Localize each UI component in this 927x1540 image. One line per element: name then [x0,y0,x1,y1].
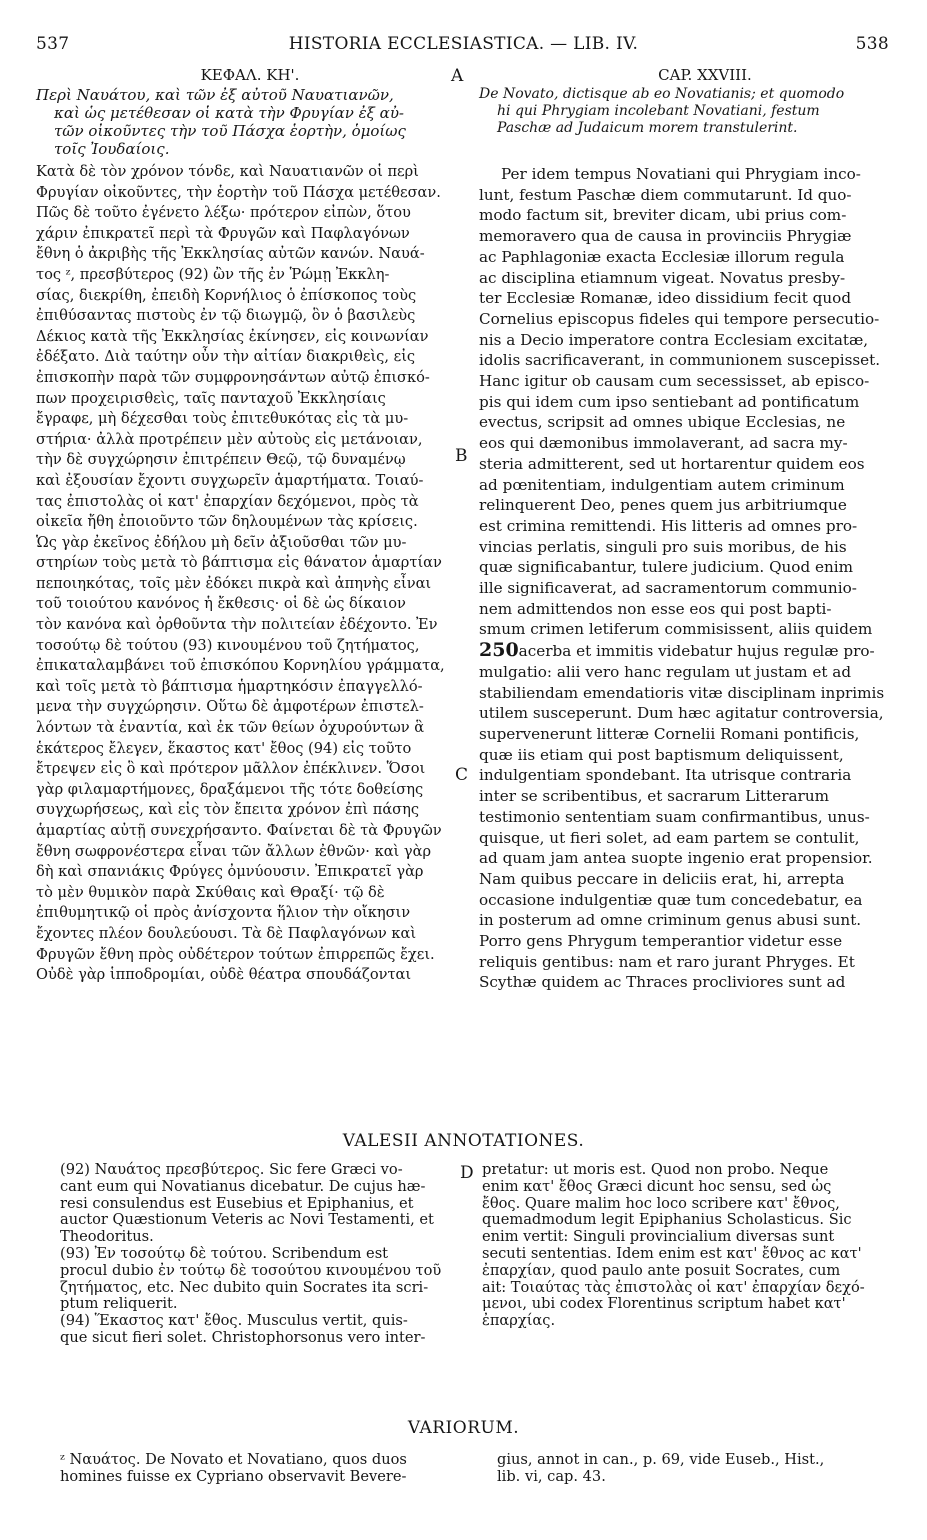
latin-body-line: relinquerent Deo, penes quem jus arbitriumque [479,496,847,515]
greek-body-line: γὰρ φιλαμαρτήμονες, δραξάμενοι τῆς τότε δοθείσης [36,780,424,798]
annotation-line: ζητήματος, etc. Nec dubito quin Socrates ita scri- [60,1278,429,1296]
greek-body-line: τὸν κανόνα καὶ ὀρθοῦντα τὴν πολιτείαν ἐδέχοντο. Ἐν [36,616,438,634]
latin-body-line: ille significaverat, ad sacramentorum communio- [479,579,857,598]
annotation-line: que sicut fieri solet. Christophorsonus vero inter- [60,1328,426,1346]
page-number-left: 537 [36,34,70,54]
greek-body-line: δὴ καὶ σπανιάκις Φρύγες ὀμνύουσιν. Ἐπικρατεῖ γὰρ [36,863,424,881]
greek-body-line: Φρυγίαν οἰκοῦντες, τὴν ἑορτὴν τοῦ Πάσχα μετέθεσαν. [36,183,441,201]
annotation-line: secuti sententias. Idem enim est κατ' ἔθνος ac κατ' [482,1244,862,1262]
latin-body-line: Per idem tempus Novatiani qui Phrygiam inco- [501,165,861,183]
greek-body-line: μενα τὴν συγχώρησιν. Οὕτω δὲ ἀμφοτέρων ἐπιστελ- [36,698,424,716]
annotation-line: ait: Τοιαύτας τὰς ἐπιστολὰς οἱ κατ' ἐπαρχίαν δεχό- [482,1278,865,1296]
greek-column [36,66,464,158]
latin-body-line: supervenerunt litteræ Cornelii Romani pontificis, [479,724,860,743]
annotation-line: resi consulendus est Eusebius et Epiphanius, et [60,1194,414,1212]
latin-title-line: hi qui Phrygiam incolebant Novatiani, festum [497,103,820,119]
latin-body-line: Hanc igitur ob causam cum secessisset, ab episco- [479,372,870,391]
latin-column [479,66,891,137]
latin-body-line: lunt, festum Paschæ diem commutarunt. Id quo- [479,185,852,204]
variorum-right-column [497,1452,897,1486]
latin-body-line: idolis sacrificaverant, in communionem suscepisset. [479,351,881,370]
annotation-line: ἐπαρχίας. [482,1312,556,1330]
greek-body-line: τὸ μὲν θυμικὸν παρὰ Σκύθαις καὶ Θραξί· τῷ δὲ [36,883,385,901]
valesii-heading: VALESII ANNOTATIONES. [342,1131,585,1151]
latin-body-line: vincias perlatis, singuli pro suis moribus, de his [479,537,847,556]
latin-body-line: Porro gens Phrygum temperantior videtur esse [479,932,843,951]
greek-body-line: ἔχοντες πλέον δουλεύουσι. Τὰ δὲ Παφλαγόνων καὶ [36,924,417,942]
variorum-line: ᶻ Ναυάτος. De Novato et Novatiano, quos duos [60,1451,407,1468]
greek-body-line: σίας, διεκρίθη, ἐπειδὴ Κορνήλιος ὁ ἐπίσκοπος τοὺς [36,286,417,304]
latin-body-line: est crimina remittendi. His litteris ad omnes pro- [479,516,858,535]
greek-body-line: ἔθνη ὁ ἀκριβὴς τῆς Ἐκκλησίας αὐτῶν κανών. Ναυά- [36,245,425,263]
greek-body-line: ἐπιθυμητικῷ οἱ πρὸς ἀνίσχοντα ἥλιον τὴν οἴκησιν [36,904,411,922]
greek-title-line: καὶ ὡς μετέθεσαν οἱ κατὰ τὴν Φρυγίαν ἐξ αὐ- [54,104,405,122]
latin-body-line: Cornelius episcopus fideles qui tempore persecutio- [479,309,880,328]
margin-marker-c: C [455,765,469,785]
latin-body-line: indulgentiam spondebant. Ita utrisque contraria [479,766,852,785]
latin-body-line: nis a Decio imperatore contra Ecclesiam excitatæ, [479,330,869,349]
latin-title-line: De Novato, dictisque ab eo Novatianis; et quomodo [479,86,845,102]
greek-body-line: στηρίων τοὺς μετὰ τὸ βάπτισμα εἰς θάνατον ἁμαρτίαν [36,554,442,572]
greek-body-line: πων προχειρισθεὶς, ταῖς πανταχοῦ Ἐκκλησίαις [36,389,386,407]
greek-body-line: ἐδέξατο. Διὰ ταύτην οὖν τὴν αἰτίαν διακριθεὶς, εἰς [36,348,416,366]
latin-body-line-text: acerba et immitis videbatur hujus regulæ pro- [518,642,875,661]
latin-chapter-title [479,86,891,137]
greek-body-line: τὴν δὲ συγχώρησιν ἐπιτρέπειν Θεῷ, τῷ δυναμένῳ [36,451,406,469]
annotation-line: μενοι, ubi codex Florentinus scriptum habet κατ' [482,1295,846,1313]
latin-body-line: reliquis gentibus: nam et raro jurant Phryges. Et [479,952,855,971]
greek-body-line: τος ᶻ, πρεσβύτερος (92) ὢν τῆς ἐν Ῥώμῃ Ἐκκλη- [36,265,390,283]
greek-body-line: Φρυγῶν ἔθνη πρὸς οὐδέτερον τούτων ἐπιρρεπῶς ἔχει. [36,945,435,963]
latin-body-line: modo factum sit, breviter dicam, ubi prius com- [479,206,847,225]
latin-body-line: in posterum ad omne criminum genus abusi sunt. [479,911,862,930]
latin-body-line: occasione indulgentiæ quæ tum concedebatur, ea [479,890,863,909]
annotation-line: auctor Quæstionum Veteris ac Novi Testamenti, et [60,1211,434,1229]
variorum-left-column [60,1452,460,1486]
annotation-line: Theodoritus. [60,1228,154,1246]
greek-body-line: ἔθνη σωφρονέστερα εἶναι τῶν ἄλλων ἐθνῶν· καὶ γὰρ [36,842,432,860]
annotation-line: (93) Ἐν τοσούτῳ δὲ τούτου. Scribendum est [60,1244,389,1262]
greek-body-line: καὶ ἐξουσίαν ἔχοντι συγχωρεῖν ἁμαρτήματα. Τοιαύ- [36,471,424,489]
greek-chapter-title [36,86,464,158]
latin-body-line: nem admittendos non esse eos qui post bapti- [479,599,832,618]
greek-title-line: Περὶ Ναυάτου, καὶ τῶν ἐξ αὐτοῦ Ναυατιανῶν, [36,86,394,104]
latin-body [479,164,891,993]
running-title: HISTORIA ECCLESIASTICA. — LIB. IV. [288,34,639,54]
greek-body-line: ἐπισκοπὴν παρὰ τῶν συμφρονησάντων αὐτῷ ἐπισκό- [36,368,430,386]
latin-body-line: ad pœnitentiam, indulgentiam autem criminum [479,475,845,494]
latin-body-line: inter se scribentibus, et sacrarum Litterarum [479,787,830,806]
greek-body-line: χάριν ἐπικρατεῖ περὶ τὰ Φρυγῶν καὶ Παφλαγόνων [36,224,410,242]
latin-title-line: Paschæ ad Judaicum morem transtulerint. [497,120,798,136]
greek-body-line: ἁμαρτίας αὐτῇ συνεχρήσαντο. Φαίνεται δὲ τὰ Φρυγῶν [36,822,442,839]
latin-body-line: pis qui idem cum ipso sentiebant ad pontificatum [479,392,860,411]
latin-body-line: mulgatio: alii vero hanc regulam ut justam et ad [479,662,852,681]
greek-body-line: στήρια· ἀλλὰ προτρέπειν μὲν αὐτοὺς εἰς μετάνοιαν, [36,430,423,448]
latin-body-line: ac disciplina etiamnum vigeat. Novatus presby- [479,268,846,287]
latin-body-line: eos qui dæmonibus immolaverant, ad sacra my- [479,434,848,453]
latin-body-line: ad quam jam antea suopte ingenio erat propensior. [479,849,873,868]
greek-body-line: τοῦ τοιούτου κανόνος ἡ ἔκθεσις· οἱ δὲ ὡς δίκαιον [36,595,406,613]
annotation-line: pretatur: ut moris est. Quod non probo. Neque [482,1161,829,1178]
annotation-line: enim vertit: Singuli provincialium diversas sunt [482,1228,835,1246]
annotation-line: ἐπαρχίαν, quod paulo ante posuit Socrates, cum [482,1261,841,1279]
variorum-line: gius, annot in can., p. 69, vide Euseb., Hist., [497,1451,825,1468]
margin-marker-b: B [455,446,468,466]
greek-title-line: τοῖς Ἰουδαίοις. [54,140,170,158]
annotation-line: quemadmodum legit Epiphanius Scholasticus. Sic [482,1211,852,1229]
latin-chapter-heading: CAP. XXVIII. [658,66,752,84]
variorum-line: lib. vi, cap. 43. [497,1467,606,1485]
variorum-heading: VARIORUM. [407,1418,520,1438]
greek-title-line: τῶν οἰκοῦντες τὴν τοῦ Πάσχα ἑορτὴν, ὁμοίως [54,122,406,140]
latin-body-line: memoravero qua de causa in provinciis Phrygiæ [479,227,852,246]
greek-body-line: τας ἐπιστολὰς οἱ κατ' ἐπαρχίαν δεχόμενοι, πρὸς τὰ [36,492,419,510]
annotation-line: (92) Ναυάτος πρεσβύτερος. Sic fere Græci vo- [60,1161,403,1178]
greek-body-line: ἑκάτερος ἔλεγεν, ἕκαστος κατ' ἔθος (94) εἰς τοῦτο [36,739,412,757]
latin-body-line: quæ significabantur, tulere judicium. Quod enim [479,558,854,577]
annotation-line: cant eum qui Novatianus dicebatur. De cujus hæ- [60,1177,426,1195]
latin-body-line: smum crimen letiferum commisissent, aliis quidem [479,620,873,639]
valesii-left-column [60,1162,450,1347]
margin-marker-a: A [451,66,464,86]
greek-body-line: Οὐδὲ γὰρ ἱπποδρομίαι, οὐδὲ θέατρα σπουδάζονται [36,966,412,984]
page-marker-number: 250 [479,639,519,662]
latin-body-line: ac Paphlagoniæ exacta Ecclesiæ illorum regula [479,247,845,266]
latin-body-line: quæ iis etiam qui post baptismum deliquissent, [479,745,844,764]
greek-body-line: λόντων τὰ ἐναντία, καὶ ἐκ τῶν θείων ὀχυρούντων ἃ [36,719,425,737]
margin-marker-d: D [460,1163,474,1183]
greek-body-line: Ὡς γὰρ ἐκεῖνος ἐδήλου μὴ δεῖν ἀξιοῦσθαι τῶν μυ- [36,533,407,551]
greek-body-line: οἰκεῖα ἤθη ἐποιοῦντο τῶν δηλουμένων τὰς κρίσεις. [36,513,418,531]
greek-body-line: καὶ τοῖς μετὰ τὸ βάπτισμα ἡμαρτηκόσιν ἐπαγγελλό- [36,677,423,695]
greek-body [36,162,464,986]
latin-body-line: Scythæ quidem ac Thraces procliviores sunt ad [479,973,846,992]
variorum-line: homines fuisse ex Cypriano observavit Bevere- [60,1467,407,1485]
annotation-line: (94) Ἕκαστος κατ' ἔθος. Musculus vertit, quis- [60,1312,408,1330]
latin-body-line: quisque, ut fieri solet, ad eam partem se contulit, [479,828,860,847]
latin-body-line [479,640,891,662]
greek-chapter-heading: ΚΕΦΑΛ. ΚΗ'. [200,66,300,84]
valesii-right-column [482,1162,892,1330]
page-number-right: 538 [855,34,889,54]
annotation-line: enim κατ' ἔθος Græci dicunt hoc sensu, sed ὡς [482,1177,832,1195]
greek-body-line: ἐπιθύσαντας πιστοὺς ἐν τῷ διωγμῷ, ὃν ὁ βασιλεὺς [36,307,416,325]
latin-body-line: ter Ecclesiæ Romanæ, ideo dissidium fecit quod [479,289,852,308]
greek-body-line: ἔγραφε, μὴ δέχεσθαι τοὺς ἐπιτεθυκότας εἰς τὰ μυ- [36,410,409,428]
annotation-line: procul dubio ἐν τούτῳ δὲ τοσούτου κινουμένου τοῦ [60,1261,442,1279]
latin-body-line: stabiliendam emendatioris vitæ disciplinam inprimis [479,683,885,702]
greek-body-line: πεποιηκότας, τοῖς μὲν ἐδόκει πικρὰ καὶ ἀπηνὴς εἶναι [36,574,432,592]
annotation-line: ἔθος. Quare malim hoc loco scribere κατ' ἔθνος, [482,1194,840,1212]
latin-body-line: evectus, scripsit ad omnes ubique Ecclesias, ne [479,413,846,432]
latin-body-line: Nam quibus peccare in deliciis erat, hi, arrepta [479,869,845,888]
latin-body-line: testimonio sententiam suam confirmantibus, unus- [479,807,870,826]
annotation-line: ptum reliquerit. [60,1295,178,1313]
greek-body-line: ἔτρεψεν εἰς ὃ καὶ πρότερον μᾶλλον ἐπέκλινεν. Ὅσοι [36,760,426,778]
latin-body-line: steria admitterent, sed ut hortarentur quidem eos [479,454,865,473]
greek-body-line: Κατὰ δὲ τὸν χρόνον τόνδε, καὶ Ναυατιανῶν οἱ περὶ [36,163,419,180]
latin-body-line: utilem susceperunt. Dum hæc agitatur controversia, [479,704,884,723]
greek-body-line: συγχωρήσεως, καὶ εἰς τὸν ἔπειτα χρόνον ἐπὶ πάσης [36,801,420,819]
greek-body-line: τοσούτῳ δὲ τούτου (93) κινουμένου τοῦ ζητήματος, [36,636,420,654]
greek-body-line: ἐπικαταλαμβάνει τοῦ ἐπισκόπου Κορνηλίου γράμματα, [36,657,445,675]
greek-body-line: Πῶς δὲ τοῦτο ἐγένετο λέξω· πρότερον εἰπὼν, ὅτου [36,204,411,222]
greek-body-line: Δέκιος κατὰ τῆς Ἐκκλησίας ἐκίνησεν, εἰς κοινωνίαν [36,327,429,345]
